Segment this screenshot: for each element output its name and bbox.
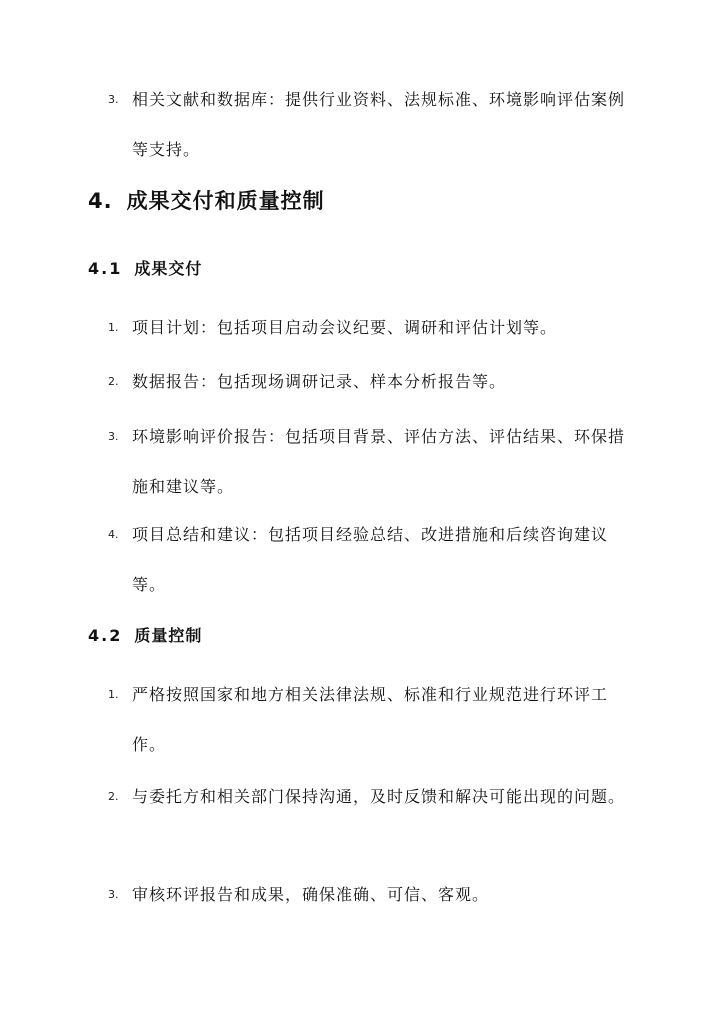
list-item bbox=[108, 75, 628, 175]
list-item-number: 4. bbox=[108, 528, 119, 541]
list-item-text: 项目计划：包括项目启动会议纪要、调研和评估计划等。 bbox=[132, 318, 558, 337]
list-item-number: 2. bbox=[108, 375, 119, 388]
list-item bbox=[108, 357, 628, 407]
list-item-number: 3. bbox=[108, 888, 119, 901]
subsection-title: 质量控制 bbox=[134, 626, 203, 645]
list-item-number: 2. bbox=[108, 790, 119, 803]
subsection-heading bbox=[88, 257, 202, 281]
list-item-number: 3. bbox=[108, 93, 119, 106]
section-title: 成果交付和质量控制 bbox=[126, 189, 325, 213]
list-item bbox=[108, 870, 628, 920]
list-item-number: 3. bbox=[108, 430, 119, 443]
list-item bbox=[108, 303, 628, 353]
list-item bbox=[108, 412, 628, 512]
list-item-text: 审核环评报告和成果，确保准确、可信、客观。 bbox=[132, 885, 490, 904]
list-item-text: 数据报告：包括现场调研记录、样本分析报告等。 bbox=[132, 372, 507, 391]
list-item-text: 与委托方和相关部门保持沟通，及时反馈和解决可能出现的问题。 bbox=[132, 787, 626, 806]
subsection-number: 4.2 bbox=[88, 626, 123, 645]
list-item-number: 1. bbox=[108, 321, 119, 334]
list-item bbox=[108, 510, 628, 610]
list-item-text: 相关文献和数据库：提供行业资料、法规标准、环境影响评估案例等支持。 bbox=[132, 90, 626, 159]
subsection-number: 4.1 bbox=[88, 259, 123, 278]
list-item-text: 项目总结和建议：包括项目经验总结、改进措施和后续咨询建议等。 bbox=[132, 525, 609, 594]
list-item-text: 环境影响评价报告：包括项目背景、评估方法、评估结果、环保措施和建议等。 bbox=[132, 427, 626, 496]
section-heading bbox=[88, 186, 325, 216]
subsection-title: 成果交付 bbox=[134, 259, 203, 278]
list-item bbox=[108, 670, 628, 770]
list-item-text: 严格按照国家和地方相关法律法规、标准和行业规范进行环评工作。 bbox=[132, 685, 609, 754]
list-item-number: 1. bbox=[108, 688, 119, 701]
subsection-heading bbox=[88, 624, 202, 648]
section-number: 4. bbox=[88, 189, 113, 213]
list-item bbox=[108, 772, 628, 822]
